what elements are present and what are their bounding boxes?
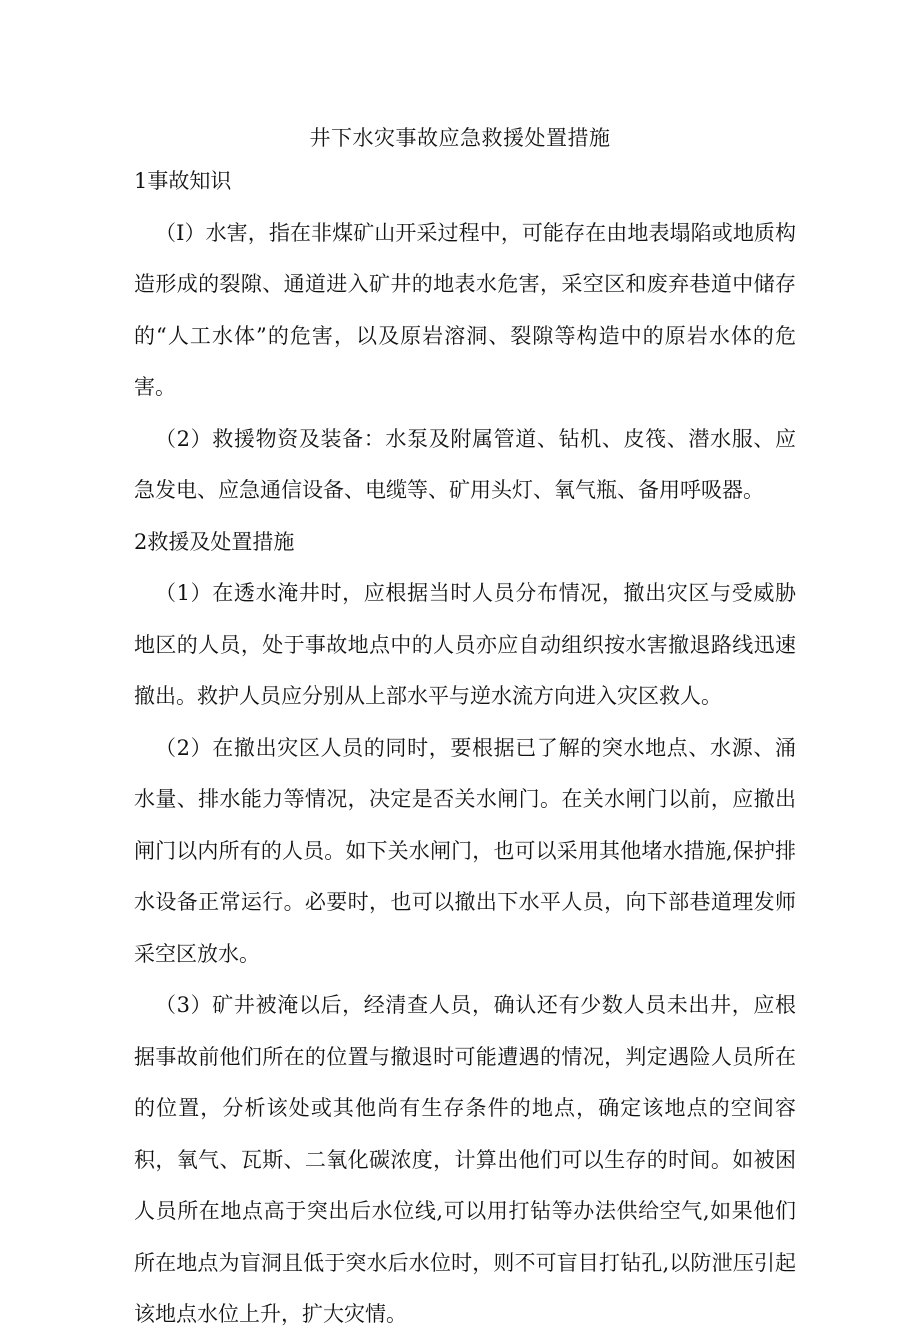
paragraph: （3）矿井被淹以后，经清查人员，确认还有少数人员未出井，应根据事故前他们所在的位置与撤退时可能遭遇的情况，判定遇险人员所在的位置，分析该处或其他尚有生存条件的地点，确定该地点的空间容积，氧气、瓦斯、二氧化碳浓度，计算出他们可以生存的时间。如被困人员所在地点高于突出后水位线,可以用打钻等办法供给空气,如果他们所在地点为盲洞且低于突水后水位时，则不可盲目打钻孔,以防泄压引起该地点水位上升，扩大灾情。 bbox=[134, 993, 796, 1326]
document-body bbox=[134, 156, 796, 1341]
section-heading: 1事故知识 bbox=[134, 169, 232, 193]
paragraph: （I）水害，指在非煤矿山开采过程中，可能存在由地表塌陷或地质构造形成的裂隙、通道进入矿井的地表水危害，采空区和废弃巷道中储存的“人工水体”的危害，以及原岩溶洞、裂隙等构造中的原岩水体的危害。 bbox=[134, 220, 796, 399]
paragraph: （1）在透水淹井时，应根据当时人员分布情况，撤出灾区与受威胁地区的人员，处于事故地点中的人员亦应自动组织按水害撤退路线迅速撤出。救护人员应分别从上部水平与逆水流方向进入灾区救人。 bbox=[134, 581, 796, 708]
section-heading: 2救援及处置措施 bbox=[134, 529, 295, 554]
section-accident-knowledge bbox=[134, 156, 796, 517]
section-rescue-measures bbox=[134, 517, 796, 1341]
document-title: 井下水灾事故应急救援处置措施 bbox=[309, 126, 611, 150]
paragraph: （2）在撤出灾区人员的同时，要根据已了解的突水地点、水源、涌水量、排水能力等情况，决定是否关水闸门。在关水闸门以前，应撤出闸门以内所有的人员。如下关水闸门，也可以采用其他堵水措施,保护排水设备正常运行。必要时，也可以撤出下水平人员，向下部巷道理发师采空区放水。 bbox=[134, 735, 796, 966]
paragraph: （2）救援物资及装备：水泵及附属管道、钻机、皮筏、潜水服、应急发电、应急通信设备、电缆等、矿用头灯、氧气瓶、备用呼吸器。 bbox=[134, 426, 796, 502]
